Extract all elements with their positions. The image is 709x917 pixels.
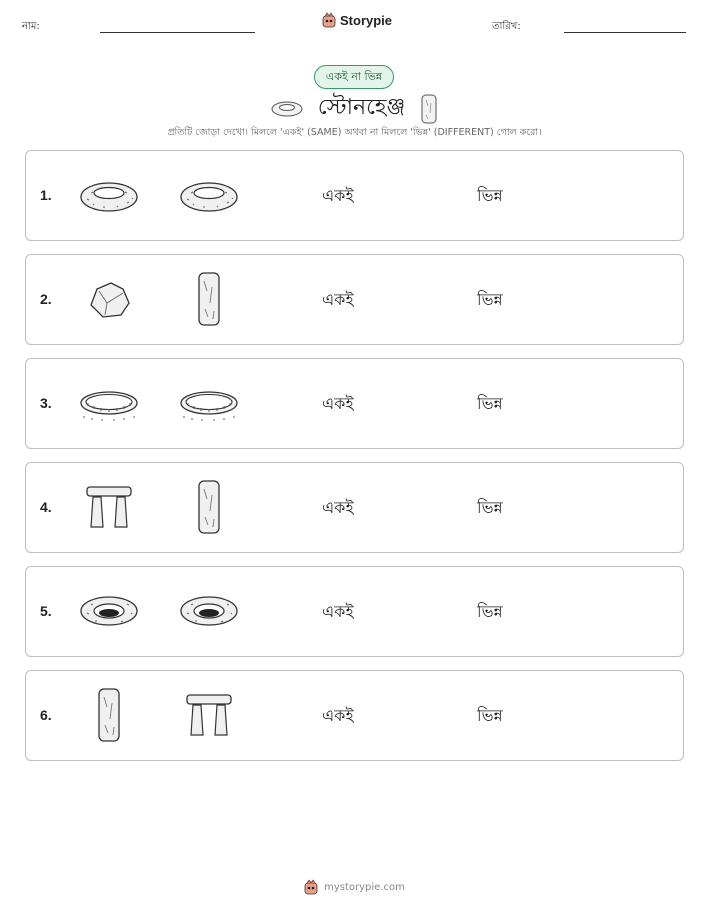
option-same[interactable]: একই	[322, 290, 354, 309]
storypie-mascot-icon	[304, 879, 318, 895]
option-different[interactable]: ভিন্ন	[477, 602, 503, 621]
page-title: স্টোনহেঞ্জ	[317, 95, 406, 120]
name-line[interactable]	[100, 32, 255, 33]
trilithon-icon	[77, 477, 141, 537]
right-picture	[177, 165, 241, 225]
option-same[interactable]: একই	[322, 394, 354, 413]
right-picture	[177, 373, 241, 433]
trilithon-icon	[177, 685, 241, 745]
footer-site: mystorypie.com	[324, 881, 405, 893]
brand-name: Storypie	[340, 12, 393, 28]
standing-stone-icon	[177, 269, 241, 329]
question-number: 4.	[40, 499, 52, 515]
pit-ring-icon	[77, 581, 141, 641]
question-card	[25, 670, 684, 761]
right-picture	[177, 581, 241, 641]
question-card	[25, 462, 684, 553]
boulder-icon	[77, 269, 141, 329]
left-picture	[77, 269, 141, 329]
title-row	[0, 90, 709, 127]
option-different[interactable]: ভিন্ন	[477, 394, 503, 413]
right-picture	[177, 269, 241, 329]
right-picture	[177, 685, 241, 745]
brand-logo	[322, 12, 392, 28]
left-picture	[77, 165, 141, 225]
ring-mound-icon	[270, 98, 304, 120]
name-label: নাম:	[22, 21, 40, 32]
option-different[interactable]: ভিন্ন	[477, 186, 503, 205]
standing-stone-icon	[77, 685, 141, 745]
storypie-mascot-icon	[322, 12, 336, 28]
stone-circle-icon	[77, 373, 141, 433]
option-same[interactable]: একই	[322, 498, 354, 517]
worksheet-tag: একই না ভিন্ন	[314, 65, 394, 89]
ring-mound-icon	[177, 165, 241, 225]
left-picture	[77, 581, 141, 641]
question-number: 6.	[40, 707, 52, 723]
question-card	[25, 254, 684, 345]
option-different[interactable]: ভিন্ন	[477, 290, 503, 309]
option-same[interactable]: একই	[322, 186, 354, 205]
instruction-text: প্রতিটি জোড়া দেখো। মিললে 'একই' (SAME) অথবা না মিললে 'ভিন্ন' (DIFFERENT) গোল করো।	[167, 127, 542, 138]
question-number: 5.	[40, 603, 52, 619]
right-picture	[177, 477, 241, 537]
question-number: 1.	[40, 187, 52, 203]
option-same[interactable]: একই	[322, 706, 354, 725]
date-line[interactable]	[564, 32, 686, 33]
footer	[0, 879, 709, 895]
standing-stone-icon	[419, 93, 439, 125]
question-number: 3.	[40, 395, 52, 411]
pit-ring-icon	[177, 581, 241, 641]
stone-circle-icon	[177, 373, 241, 433]
question-number: 2.	[40, 291, 52, 307]
question-card	[25, 566, 684, 657]
left-picture	[77, 373, 141, 433]
question-card	[25, 150, 684, 241]
ring-mound-icon	[77, 165, 141, 225]
left-picture	[77, 685, 141, 745]
question-card	[25, 358, 684, 449]
option-different[interactable]: ভিন্ন	[477, 498, 503, 517]
left-picture	[77, 477, 141, 537]
standing-stone-icon	[177, 477, 241, 537]
option-different[interactable]: ভিন্ন	[477, 706, 503, 725]
date-label: তারিখ:	[492, 21, 521, 32]
option-same[interactable]: একই	[322, 602, 354, 621]
